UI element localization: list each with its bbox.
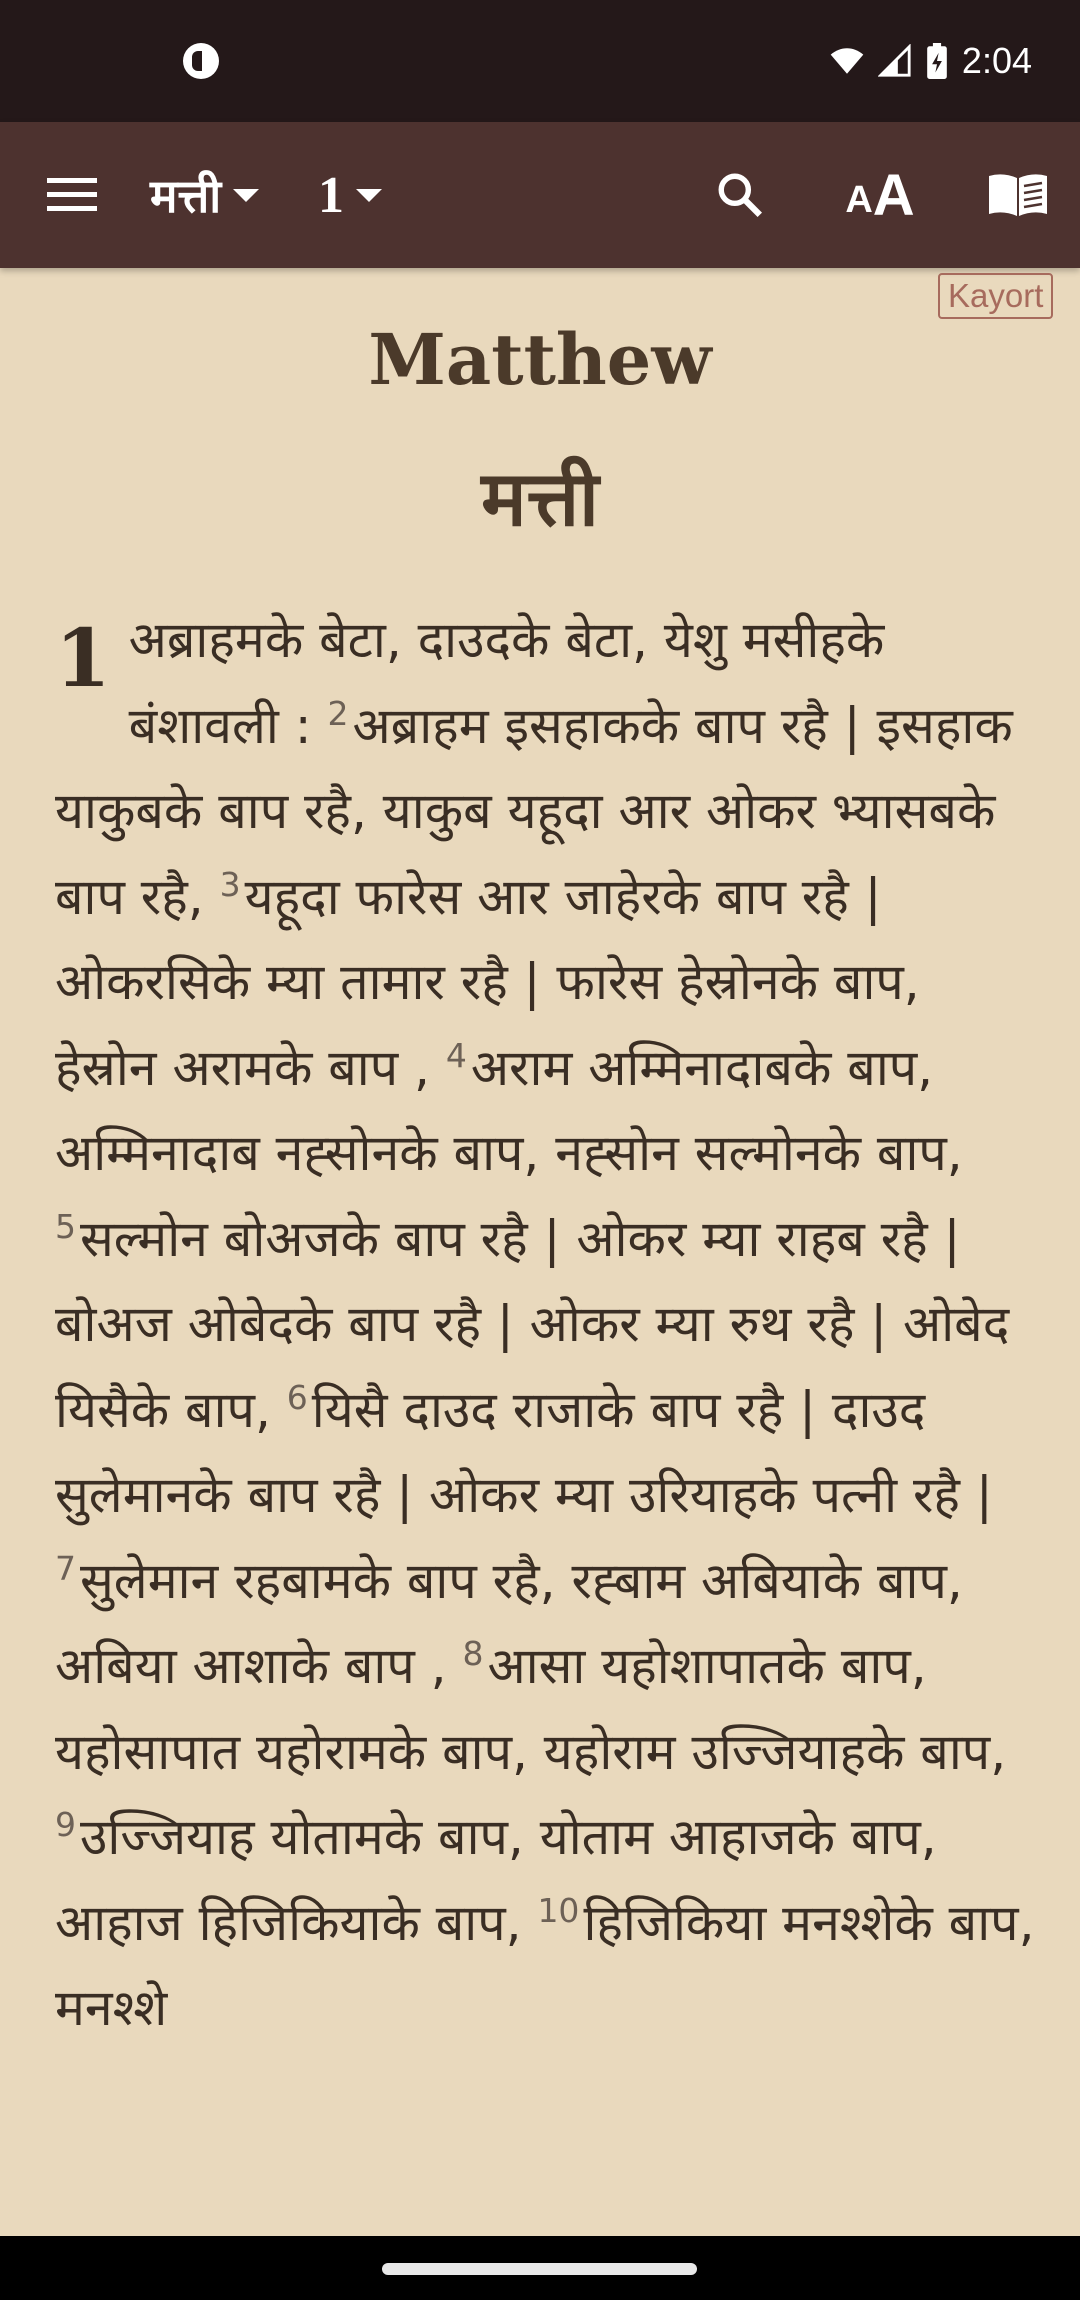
text-size-button[interactable] xyxy=(835,155,925,235)
verse-number: 5 xyxy=(55,1206,76,1246)
dropdown-arrow-icon xyxy=(233,189,259,202)
home-gesture-handle[interactable] xyxy=(382,2263,697,2275)
book-selector[interactable] xyxy=(150,155,259,235)
scripture-text xyxy=(55,598,1035,2052)
verse-text[interactable]: आसा यहोशापातके बाप, यहोसापात यहोरामके बाप, यहोराम उज्जियाहके बाप, xyxy=(55,1637,1007,1781)
font-size-icon-small: A xyxy=(845,178,873,221)
verse-number: 2 xyxy=(327,693,349,733)
menu-button[interactable] xyxy=(30,155,114,235)
chapter-value: 1 xyxy=(318,166,344,224)
cell-signal-icon xyxy=(878,44,912,78)
reading-layout-button[interactable] xyxy=(975,155,1060,235)
verse-number: 10 xyxy=(537,1890,580,1930)
wifi-icon xyxy=(830,44,864,78)
chapter-selector[interactable] xyxy=(318,155,382,235)
search-icon xyxy=(715,170,765,220)
verse-text[interactable]: अराम अम्मिनादाबके बाप, अम्मिनादाब नह्सोनके बाप, नह्सोन सल्मोनके बाप, xyxy=(55,1038,963,1182)
version-badge[interactable]: Kayort xyxy=(938,273,1053,319)
status-bar xyxy=(0,0,1080,122)
app-notification-icon xyxy=(183,43,219,79)
verse-text[interactable]: हिजिकिया मनश्शेके बाप, मनश्शे xyxy=(55,1893,1035,2037)
verse-number: 6 xyxy=(286,1377,308,1417)
status-icons xyxy=(830,36,1032,86)
book-title-english: Matthew xyxy=(368,318,712,401)
dropdown-arrow-icon xyxy=(356,189,382,202)
clock: 2:04 xyxy=(961,40,1032,81)
verse-text[interactable]: अब्राहमके बेटा, दाउदके बेटा, येशु मसीहके बंशावली : xyxy=(128,611,885,755)
search-button[interactable] xyxy=(700,155,780,235)
chapter-number: 1 xyxy=(55,611,111,705)
open-book-icon xyxy=(987,172,1049,218)
verse-text[interactable]: सुलेमान रहबामके बाप रहै, रह्बाम अबियाके बाप, अबिया आशाके बाप , xyxy=(55,1551,963,1695)
book-title-hindi: मत्ती xyxy=(481,454,599,543)
app-bar xyxy=(0,122,1080,268)
navigation-bar xyxy=(0,2236,1080,2300)
font-size-icon-large: A xyxy=(872,162,915,228)
verse-number: 8 xyxy=(462,1634,484,1674)
verse-number: 7 xyxy=(55,1548,76,1588)
verse-text[interactable]: सल्मोन बोअजके बाप रहै | ओकर म्या राहब रहै | बोअज ओबेदके बाप रहै | ओकर म्या रुथ रहै | ओबेद यिसैके बाप, xyxy=(55,1209,1010,1439)
verse-number: 4 xyxy=(445,1035,467,1075)
book-name: मत्ती xyxy=(150,169,222,223)
verse-text[interactable]: यहूदा फारेस आर जाहेरके बाप रहै | ओकरसिके म्या तामार रहै | फारेस हेस्रोनके बाप, हेस्रोन अरामके बाप , xyxy=(55,867,920,1097)
verse-number: 9 xyxy=(55,1805,76,1845)
battery-charging-icon xyxy=(926,43,948,79)
verse-number: 3 xyxy=(219,864,241,904)
verse-text[interactable]: उज्जियाह योतामके बाप, योताम आहाजके बाप, आहाज हिजिकियाके बाप, xyxy=(55,1808,937,1952)
hamburger-menu-icon xyxy=(47,176,97,214)
verse-text[interactable]: अब्राहम इसहाकके बाप रहै | इसहाक याकुबके बाप रहै, याकुब यहूदा आर ओकर भ्यासबके बाप रहै, xyxy=(55,696,1013,926)
verse-text[interactable]: यिसै दाउद राजाके बाप रहै | दाउद सुलेमानके बाप रहै | ओकर म्या उरियाहके पत्नी रहै | xyxy=(55,1380,993,1524)
